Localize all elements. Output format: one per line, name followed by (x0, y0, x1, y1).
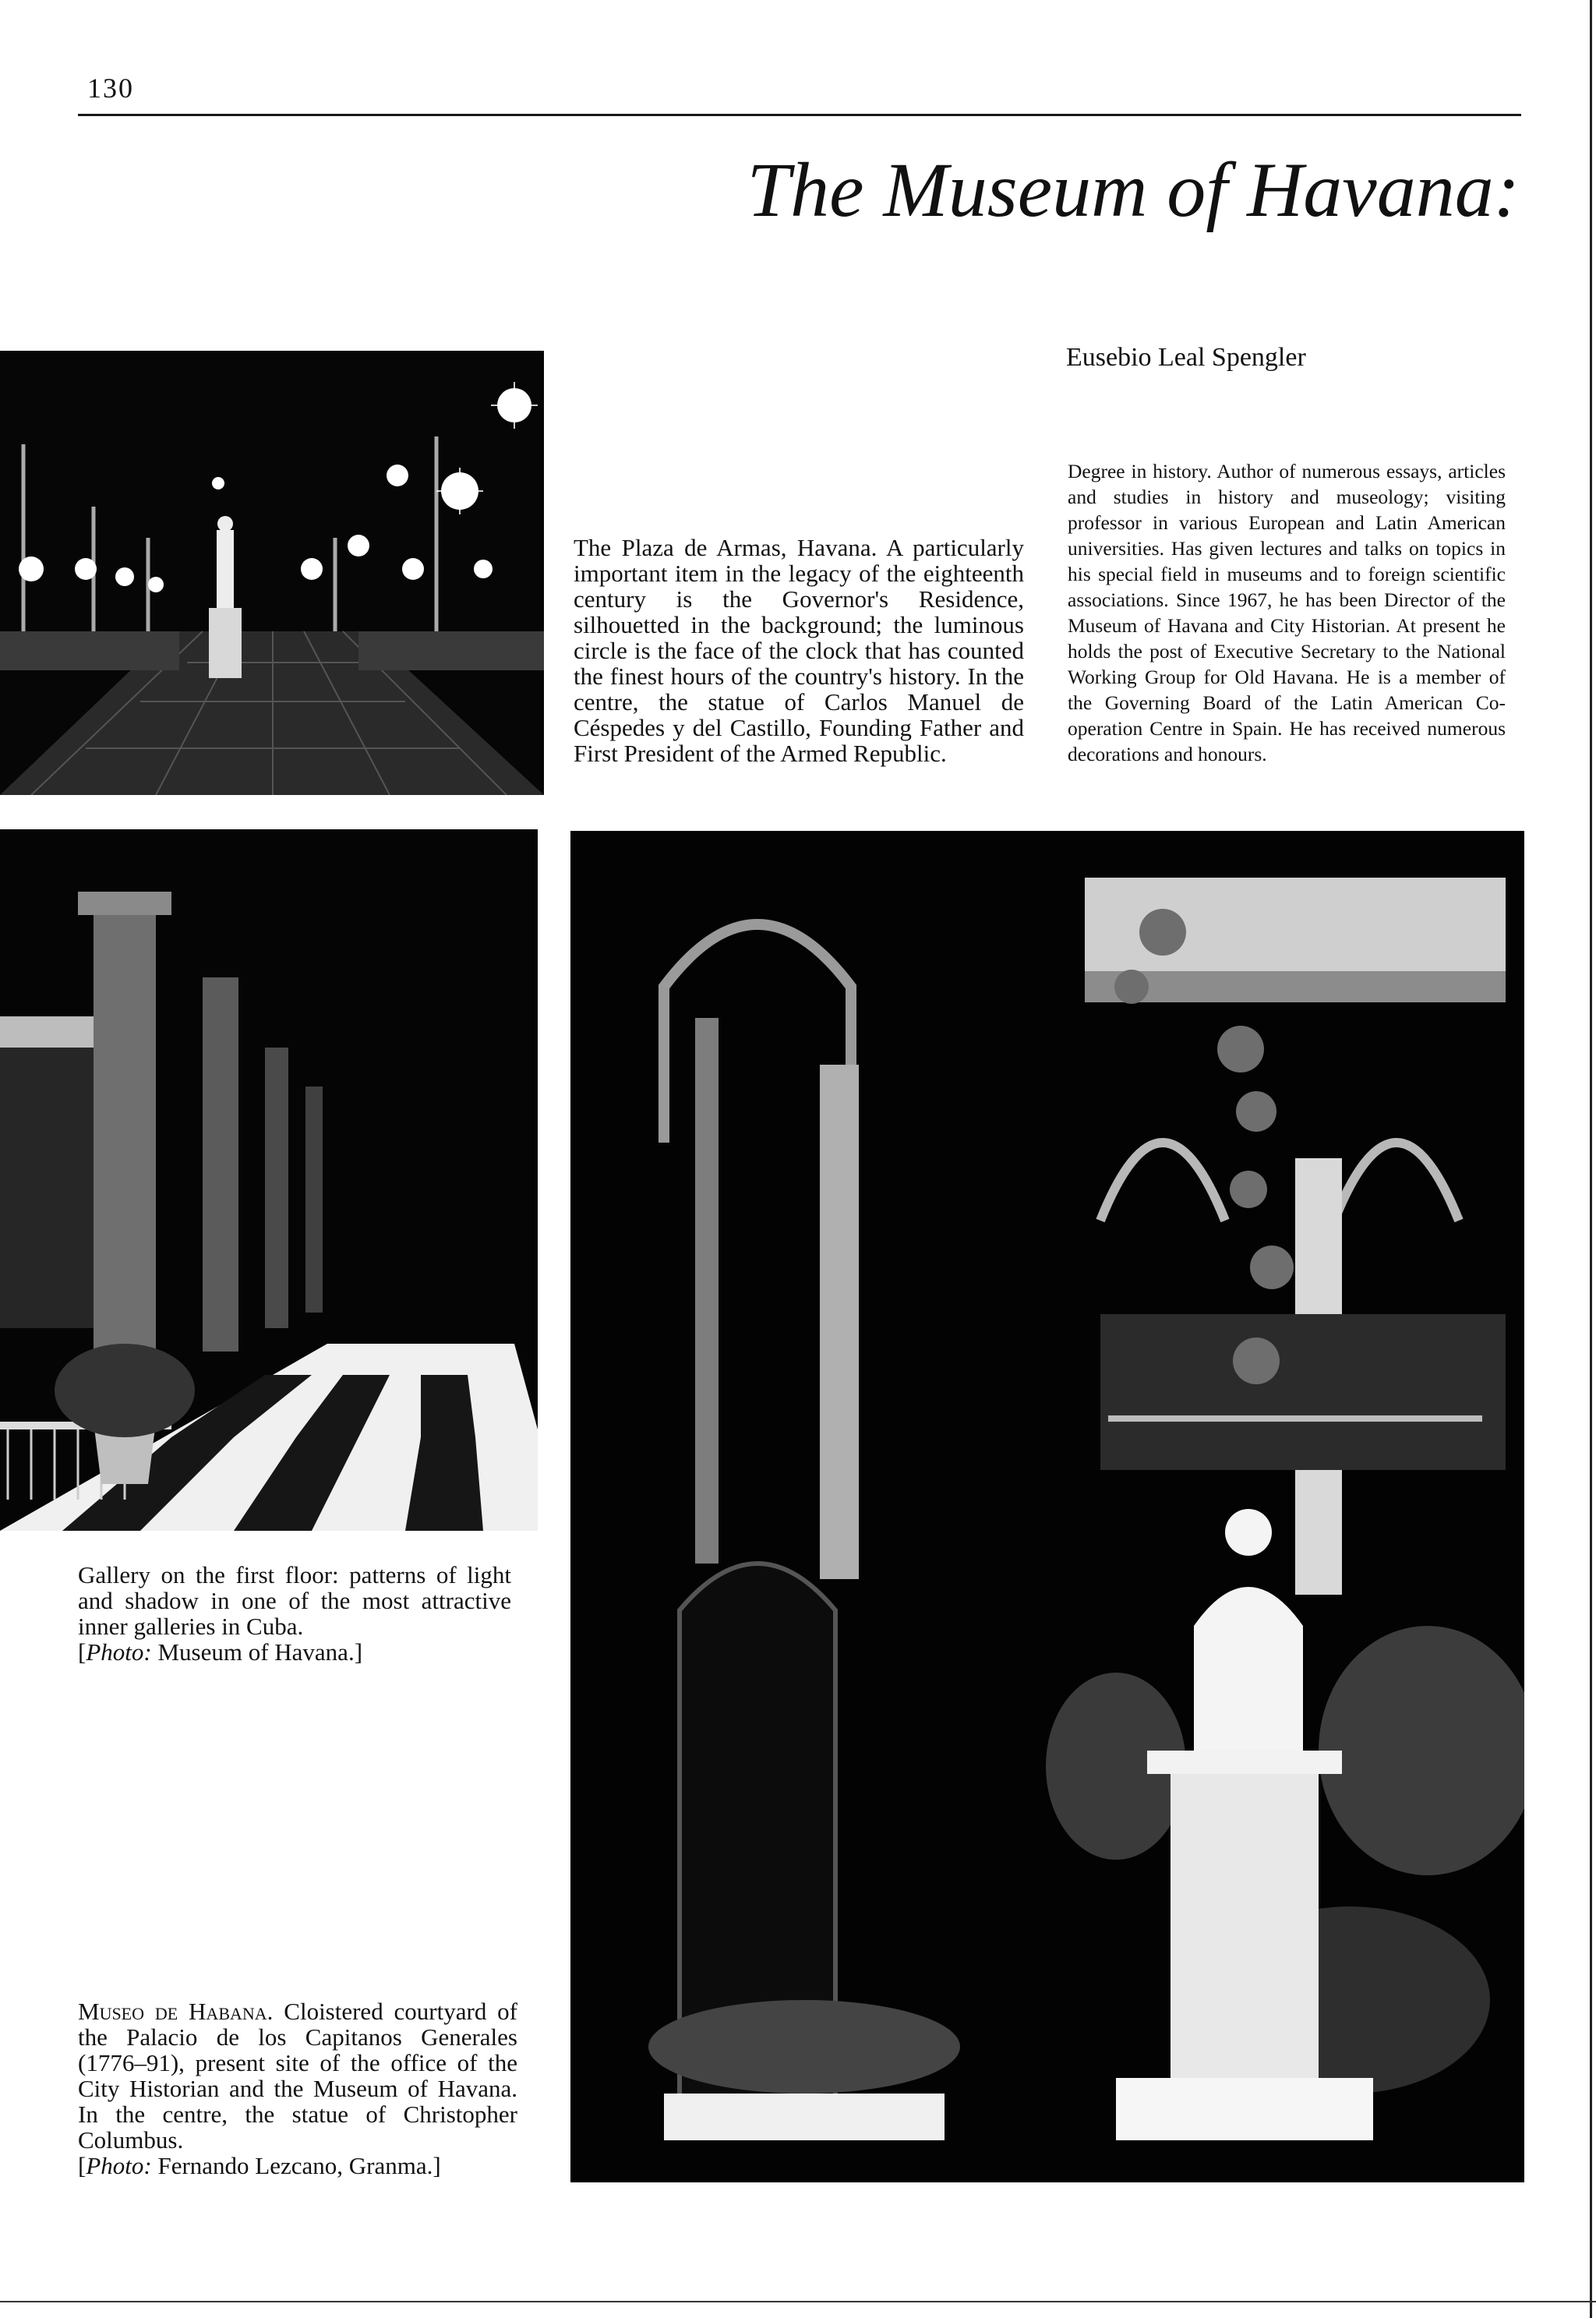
courtyard-caption (78, 1998, 517, 2178)
plaza-caption: The Plaza de Armas, Havana. A particularly important item in the legacy of the eighteenth century is the Governor's Residence, silhouetted in the background; the luminous circle is the face of the clock that has counted the finest hours of the country's history. In the centre, the statue of Carlos Manuel de Céspedes y del Castillo, Founding Father and First President of the Armed Republic. (574, 534, 1024, 767)
courtyard-credit-source: Fernando Lezcano, Granma.] (151, 2152, 441, 2179)
author-name: Eusebio Leal Spengler (1066, 343, 1306, 372)
header-rule (78, 114, 1521, 116)
courtyard-photo (570, 831, 1524, 2182)
courtyard-museum-name: Museo de Habana. (78, 1998, 274, 2025)
plaza-de-armas-photo (0, 351, 544, 795)
courtyard-credit-label: Photo: (86, 2152, 152, 2179)
courtyard-credit-open: [ (78, 2152, 87, 2179)
gallery-photo (0, 829, 538, 1531)
page-edge-line (1590, 0, 1592, 2318)
gallery-caption (78, 1562, 511, 1665)
article-title: The Museum of Havana: (747, 147, 1520, 233)
gallery-credit-label: Photo: (86, 1638, 152, 1666)
gallery-credit-source: Museum of Havana.] (151, 1638, 363, 1666)
gallery-credit-open: [ (78, 1638, 87, 1666)
courtyard-caption-text: Cloistered courtyard of the Palacio de los Capitanos Generales (1776–91), present site of the office of the City Historian and the Museum of Havana. In the centre, the statue of Christopher Columbus. (78, 1998, 518, 2154)
footer-rule (0, 2301, 1596, 2302)
author-bio: Degree in history. Author of numerous essays, articles and studies in history and museology; visiting professor in various European and Latin American universities. Has given lectures and talks on topics in his special field in museums and to foreign scientific associations. Since 1967, he has been Director of the Museum of Havana and City Historian. At present he holds the post of Executive Secretary to the National Working Group for Old Havana. He is a member of the Governing Board of the Latin American Co-operation Centre in Spain. He has received numerous decorations and honours. (1068, 460, 1506, 765)
gallery-caption-text: Gallery on the first floor: patterns of light and shadow in one of the most attractive inner galleries in Cuba. (78, 1561, 511, 1640)
page-number: 130 (87, 72, 134, 104)
